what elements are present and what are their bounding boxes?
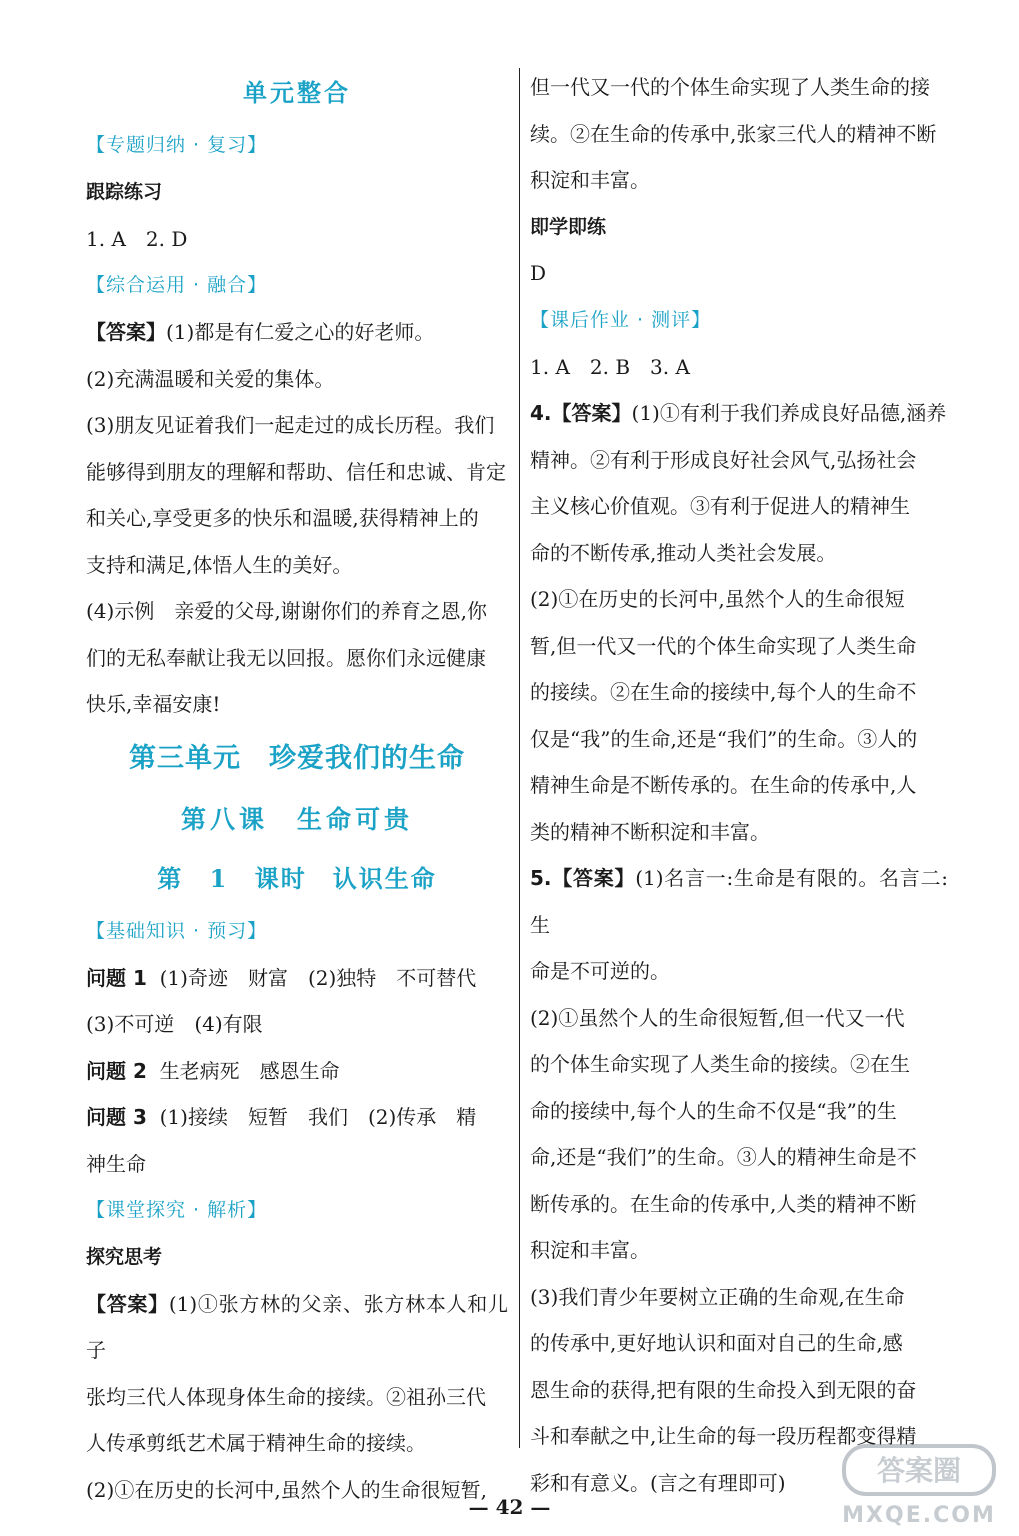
answer-line: 命的不断传承,推动人类社会发展。 <box>530 540 837 565</box>
answer-line: 和关心,享受更多的快乐和温暖,获得精神上的 <box>86 506 479 530</box>
section-homework-tag: 【课后作业 · 测评】 <box>530 308 712 331</box>
answer-line: 快乐,幸福安康! <box>86 692 221 716</box>
answer-line: 积淀和丰富。 <box>530 168 650 192</box>
answer-label: 【答案】 <box>551 401 632 425</box>
follow-practice-answers: 1. A 2. D <box>86 226 188 251</box>
answer-line: 主义核心价值观。③有利于促进人的精神生 <box>530 494 910 518</box>
answer-line: 命的接续中,每个人的生命不仅是“我”的生 <box>530 1098 897 1123</box>
question-number: 5. <box>530 866 552 890</box>
section-basics-tag: 【基础知识 · 预习】 <box>86 919 268 942</box>
answer-label: 【答案】 <box>86 1291 169 1316</box>
answer-text: (1)都是有仁爱之心的好老师。 <box>166 320 435 344</box>
answer-line: (3)朋友见证着我们一起走过的成长历程。我们 <box>86 413 495 437</box>
learn-practice-answer: D <box>530 261 547 285</box>
answer-line: 暂,但一代又一代的个体生命实现了人类生命 <box>530 633 917 658</box>
section-class-tag: 【课堂探究 · 解析】 <box>86 1199 268 1221</box>
answer-line: 续。②在生命的传承中,张家三代人的精神不断 <box>530 121 937 146</box>
answer-line: 仅是“我”的生命,还是“我们”的生命。③人的 <box>530 726 918 751</box>
page-number: — 42 — <box>468 1495 551 1519</box>
answer-line: 恩生命的获得,把有限的生命投入到无限的奋 <box>530 1377 917 1402</box>
answer-line: 能够得到朋友的理解和帮助、信任和忠诚、肯定 <box>86 459 506 484</box>
answer-line <box>86 309 508 356</box>
answer-line: 张均三代人体现身体生命的接续。②祖孙三代 <box>86 1384 486 1409</box>
question-line: 神生命 <box>86 1151 146 1176</box>
answer-line: (2)①虽然个人的生命很短暂,但一代又一代 <box>530 1005 905 1030</box>
answer-line: 的传承中,更好地认识和面对自己的生命,感 <box>530 1331 903 1355</box>
answer-line: (3)我们青少年要树立正确的生命观,在生命 <box>530 1284 905 1309</box>
homework-answers: 1. A 2. B 3. A <box>530 354 690 379</box>
question-answer: (1)接续 短暂 我们 (2)传承 精 <box>159 1105 477 1129</box>
period-one-heading: 第 1 课时 认识生命 <box>157 863 437 893</box>
question-label: 问题 1 <box>86 965 147 990</box>
answer-line: (2)①在历史的长河中,虽然个人的生命很短暂, <box>86 1477 488 1502</box>
answer-line: 们的无私奉献让我无以回报。愿你们永远健康 <box>86 645 486 670</box>
question-number: 4. <box>530 401 552 425</box>
section-integration-tag: 【综合运用 · 融合】 <box>86 274 268 296</box>
answer-line: 积淀和丰富。 <box>530 1238 650 1262</box>
answer-line: (2)充满温暖和关爱的集体。 <box>86 366 335 391</box>
question-line <box>86 1094 508 1141</box>
section-review-tag: 【专题归纳 · 复习】 <box>86 134 268 156</box>
learn-practice-label: 即学即练 <box>530 215 607 238</box>
left-column <box>86 64 508 1513</box>
answer-line: 彩和有意义。(言之有理即可) <box>530 1470 786 1495</box>
question-line: (3)不可逆 (4)有限 <box>86 1012 263 1036</box>
answer-line: 斗和奉献之中,让生命的每一段历程都变得精 <box>530 1424 917 1448</box>
answer-line: 但一代又一代的个体生命实现了人类生命的接 <box>530 75 930 99</box>
answer-line: 精神生命是不断传承的。在生命的传承中,人 <box>530 773 917 797</box>
answer-label: 【答案】 <box>551 866 636 890</box>
answer-line: 的个体生命实现了人类生命的接续。②在生 <box>530 1052 910 1076</box>
lesson-eight-heading: 第八课 生命可贵 <box>180 804 413 834</box>
question-answer: 生老病死 感恩生命 <box>159 1058 340 1083</box>
answer-line: 命,还是“我们”的生命。③人的精神生命是不 <box>530 1145 917 1169</box>
watermark-logo-text: 答案圈 <box>876 1454 962 1487</box>
unit-three-heading: 第三单元 珍爱我们的生命 <box>129 742 465 774</box>
answer-line: 支持和满足,体悟人生的美好。 <box>86 552 353 577</box>
answer-text: (1)①张方林的父亲、张方林本人和儿子 <box>86 1291 508 1362</box>
question-line <box>86 1048 508 1095</box>
answer-line: 的接续。②在生命的接续中,每个人的生命不 <box>530 680 917 704</box>
answer-line <box>530 390 948 437</box>
question-line <box>86 955 508 1002</box>
explore-label: 探究思考 <box>86 1246 163 1268</box>
watermark-logo <box>828 1440 1008 1532</box>
answer-text: (1)①有利于我们养成良好品德,涵养 <box>631 401 947 425</box>
answer-line: 类的精神不断积淀和丰富。 <box>530 819 770 844</box>
answer-line: 命是不可逆的。 <box>530 959 670 983</box>
answer-line: (2)①在历史的长河中,虽然个人的生命很短 <box>530 587 905 611</box>
answer-text: (1)名言一:生命是有限的。名言二:生 <box>530 866 948 937</box>
answer-line: 断传承的。在生命的传承中,人类的精神不断 <box>530 1191 917 1216</box>
answer-line <box>86 1281 508 1374</box>
answer-line: 精神。②有利于形成良好社会风气,弘扬社会 <box>530 447 917 472</box>
column-divider <box>519 68 520 1448</box>
question-label: 问题 3 <box>86 1105 147 1129</box>
answer-line: 人传承剪纸艺术属于精神生命的接续。 <box>86 1431 426 1455</box>
question-label: 问题 2 <box>86 1058 147 1083</box>
unit-summary-heading: 单元整合 <box>243 78 351 107</box>
watermark-url: MXQE.COM <box>842 1503 996 1528</box>
answer-line: (4)示例 亲爱的父母,谢谢你们的养育之恩,你 <box>86 599 488 623</box>
answer-line <box>530 855 948 948</box>
follow-practice-label: 跟踪练习 <box>86 181 163 203</box>
answer-label: 【答案】 <box>86 320 166 344</box>
question-answer: (1)奇迹 财富 (2)独特 不可替代 <box>159 965 477 990</box>
right-column <box>530 64 948 1506</box>
